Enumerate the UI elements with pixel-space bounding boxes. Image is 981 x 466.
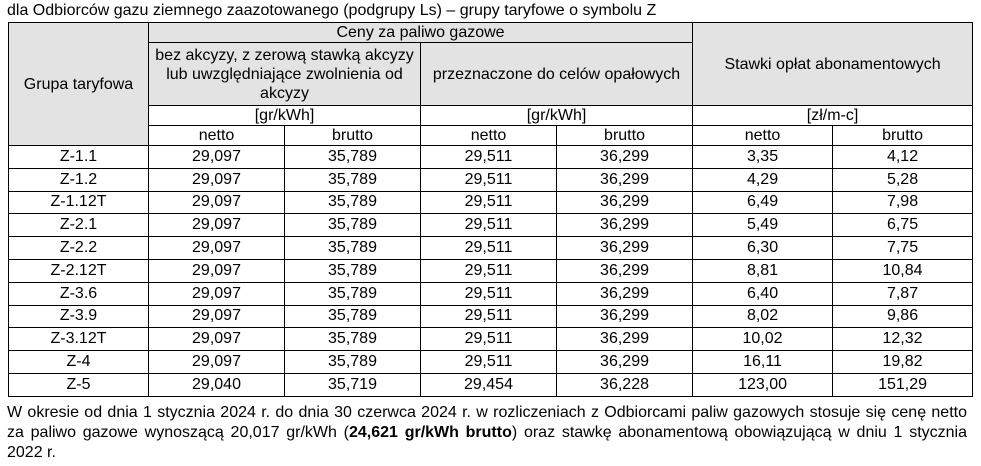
cell-heating-brutto: 36,299 [557, 237, 693, 260]
unit-gas-excise: [gr/kWh] [149, 106, 421, 126]
cell-subscription-netto: 8,02 [693, 305, 833, 328]
cell-subscription-netto: 16,11 [693, 351, 833, 374]
cell-excise-netto: 29,097 [149, 351, 285, 374]
cell-heating-netto: 29,511 [421, 305, 557, 328]
table-row [9, 351, 973, 374]
cell-subscription-brutto: 5,28 [833, 168, 973, 191]
col-netto: netto [149, 126, 285, 146]
cell-heating-netto: 29,511 [421, 146, 557, 169]
table-row [9, 191, 973, 214]
cell-heating-brutto: 36,299 [557, 168, 693, 191]
table-row [9, 146, 973, 169]
cell-heating-netto: 29,511 [421, 328, 557, 351]
table-row [9, 259, 973, 282]
cell-subscription-netto: 123,00 [693, 373, 833, 396]
footer-text-part2: ) oraz stawkę abonamentową obowiązującą w dniu 1 stycznia 2022 r. [7, 424, 967, 461]
cell-heating-brutto: 36,299 [557, 259, 693, 282]
table-row [9, 282, 973, 305]
cell-heating-brutto: 36,299 [557, 351, 693, 374]
cell-group: Z-1.2 [9, 168, 149, 191]
col-netto: netto [421, 126, 557, 146]
cell-excise-netto: 29,097 [149, 214, 285, 237]
cell-group: Z-2.2 [9, 237, 149, 260]
cell-subscription-netto: 8,81 [693, 259, 833, 282]
table-row [9, 168, 973, 191]
cell-excise-brutto: 35,789 [285, 191, 421, 214]
cell-group: Z-1.1 [9, 146, 149, 169]
cell-excise-brutto: 35,719 [285, 373, 421, 396]
col-netto: netto [693, 126, 833, 146]
table-row [9, 237, 973, 260]
cell-subscription-netto: 6,30 [693, 237, 833, 260]
cell-excise-brutto: 35,789 [285, 237, 421, 260]
tariff-table [8, 22, 973, 397]
cell-group: Z-1.12T [9, 191, 149, 214]
header-subscription: Stawki opłat abonamentowych [693, 23, 973, 106]
cell-heating-brutto: 36,228 [557, 373, 693, 396]
cell-excise-netto: 29,097 [149, 305, 285, 328]
cell-excise-brutto: 35,789 [285, 282, 421, 305]
table-row [9, 214, 973, 237]
cell-excise-netto: 29,097 [149, 328, 285, 351]
cell-group: Z-3.9 [9, 305, 149, 328]
cell-subscription-netto: 6,40 [693, 282, 833, 305]
cell-heating-brutto: 36,299 [557, 214, 693, 237]
cell-excise-netto: 29,040 [149, 373, 285, 396]
cell-excise-netto: 29,097 [149, 237, 285, 260]
table-row [9, 373, 973, 396]
cell-heating-netto: 29,454 [421, 373, 557, 396]
cell-subscription-brutto: 7,75 [833, 237, 973, 260]
cell-subscription-brutto: 4,12 [833, 146, 973, 169]
cell-heating-netto: 29,511 [421, 351, 557, 374]
cell-subscription-netto: 6,49 [693, 191, 833, 214]
cell-subscription-brutto: 6,75 [833, 214, 973, 237]
footer-text-bold: 24,621 gr/kWh brutto [349, 424, 512, 441]
cell-excise-netto: 29,097 [149, 168, 285, 191]
cell-excise-brutto: 35,789 [285, 328, 421, 351]
cell-group: Z-5 [9, 373, 149, 396]
cell-excise-netto: 29,097 [149, 146, 285, 169]
cell-excise-brutto: 35,789 [285, 168, 421, 191]
cell-heating-brutto: 36,299 [557, 328, 693, 351]
cell-subscription-netto: 5,49 [693, 214, 833, 237]
cell-subscription-brutto: 9,86 [833, 305, 973, 328]
footer-note [7, 403, 967, 463]
cell-subscription-netto: 10,02 [693, 328, 833, 351]
cell-subscription-netto: 4,29 [693, 168, 833, 191]
cell-heating-brutto: 36,299 [557, 191, 693, 214]
header-fuel-prices: Ceny za paliwo gazowe [149, 23, 693, 43]
cell-excise-brutto: 35,789 [285, 351, 421, 374]
cell-excise-netto: 29,097 [149, 191, 285, 214]
col-brutto: brutto [557, 126, 693, 146]
table-heading: dla Odbiorców gazu ziemnego zaazotowanego (podgrupy Ls) – grupy taryfowe o symbolu Z [7, 2, 657, 19]
unit-gas-heating: [gr/kWh] [421, 106, 693, 126]
cell-group: Z-3.6 [9, 282, 149, 305]
table-row [9, 305, 973, 328]
cell-heating-brutto: 36,299 [557, 282, 693, 305]
col-brutto: brutto [833, 126, 973, 146]
col-brutto: brutto [285, 126, 421, 146]
cell-group: Z-4 [9, 351, 149, 374]
cell-subscription-brutto: 7,98 [833, 191, 973, 214]
footer-text-part1: W okresie od dnia 1 stycznia 2024 r. do dnia 30 czerwca 2024 r. w rozliczeniach z Odbiorcami paliw gazowych stosuje się cenę netto za paliwo gazowe wynoszącą 20,017 gr/kWh ( [7, 404, 967, 441]
cell-heating-netto: 29,511 [421, 168, 557, 191]
cell-subscription-netto: 3,35 [693, 146, 833, 169]
cell-excise-brutto: 35,789 [285, 305, 421, 328]
cell-excise-netto: 29,097 [149, 282, 285, 305]
cell-subscription-brutto: 7,87 [833, 282, 973, 305]
cell-excise-brutto: 35,789 [285, 214, 421, 237]
cell-excise-netto: 29,097 [149, 259, 285, 282]
unit-subscription: [zł/m-c] [693, 106, 973, 126]
cell-heating-netto: 29,511 [421, 191, 557, 214]
header-excise: bez akcyzy, z zerową stawką akcyzy lub uwzględniające zwolnienia od akcyzy [149, 43, 421, 106]
cell-heating-brutto: 36,299 [557, 146, 693, 169]
cell-subscription-brutto: 10,84 [833, 259, 973, 282]
cell-heating-netto: 29,511 [421, 214, 557, 237]
cell-group: Z-2.12T [9, 259, 149, 282]
cell-group: Z-3.12T [9, 328, 149, 351]
cell-heating-netto: 29,511 [421, 259, 557, 282]
table-row [9, 328, 973, 351]
cell-heating-netto: 29,511 [421, 282, 557, 305]
cell-heating-brutto: 36,299 [557, 305, 693, 328]
cell-group: Z-2.1 [9, 214, 149, 237]
header-heating: przeznaczone do celów opałowych [421, 43, 693, 106]
cell-excise-brutto: 35,789 [285, 259, 421, 282]
cell-excise-brutto: 35,789 [285, 146, 421, 169]
cell-subscription-brutto: 19,82 [833, 351, 973, 374]
cell-subscription-brutto: 151,29 [833, 373, 973, 396]
cell-heating-netto: 29,511 [421, 237, 557, 260]
cell-subscription-brutto: 12,32 [833, 328, 973, 351]
header-group: Grupa taryfowa [9, 23, 149, 146]
